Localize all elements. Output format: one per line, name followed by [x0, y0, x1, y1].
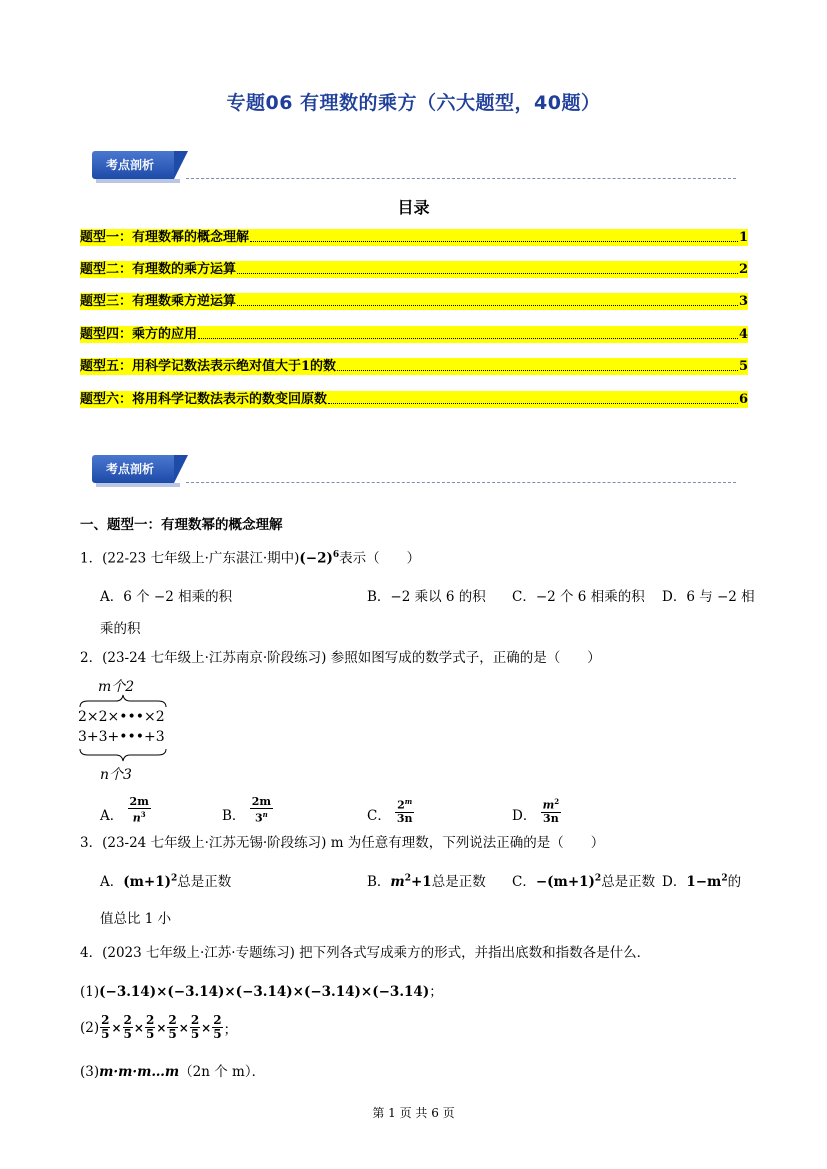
figure-row-multiply: 2×2×•••×2 [78, 709, 165, 725]
section-banner [92, 455, 182, 483]
question-4-part-2: (2) $\frac{2}{5}$ × $\frac{2}{5}$ × $\frac{2}{5}$ × $\frac{2}{5}$ × $\frac{2}{5}$ × $\frac{2}{5}$ ； [80, 1013, 238, 1041]
question-1-option-a[interactable]: A．6 个 −2 相乘的积 [100, 589, 233, 605]
times-sign: × [111, 1020, 122, 1035]
times-sign: × [133, 1020, 144, 1035]
divider [186, 178, 736, 179]
banner-label: 考点剖析 [92, 455, 174, 483]
toc-row[interactable] [80, 261, 748, 278]
fraction: $\frac{2}{5}$ [213, 1013, 222, 1041]
question-1-option-b[interactable]: B．−2 乘以 6 的积 [367, 589, 486, 605]
question-3-option-a[interactable]: A．$(m+1)^2$总是正数 [100, 873, 232, 890]
top-brace-icon [78, 694, 168, 708]
toc-row-page: 5 [738, 359, 748, 374]
toc-row-label: 题型四：乘方的应用 [80, 327, 198, 342]
page-title: 专题06 有理数的乘方（六大题型，40题） [226, 92, 601, 114]
question-1-option-d[interactable]: D．6 与 −2 相 [662, 589, 755, 605]
toc-row-label: 题型六：将用科学记数法表示的数变回原数 [80, 392, 328, 407]
fraction: $\frac{2}{5}$ [168, 1013, 177, 1041]
toc-row-page: 6 [738, 392, 748, 407]
question-3-option-d[interactable]: D．$1-m^2$的 [662, 873, 742, 890]
toc-heading: 目录 [397, 198, 430, 217]
fraction: $\frac{2}{5}$ [145, 1013, 155, 1041]
fraction: $\frac{2}{5}$ [190, 1013, 200, 1041]
toc-row[interactable] [80, 293, 748, 310]
brace-figure [78, 676, 188, 784]
toc-row[interactable] [80, 326, 748, 343]
question-2-option-b[interactable]: B． $\frac{2m}{3^n}$ [222, 795, 272, 825]
toc-row-page: 3 [738, 294, 748, 309]
question-3-option-d-cont: 值总比 1 小 [100, 911, 172, 927]
question-1-stem: 1．(22-23 七年级上·广东湛江·期中)$(-2)^6$表示（ ） [80, 550, 421, 567]
question-1-option-c[interactable]: C．−2 个 6 相乘的积 [512, 589, 645, 605]
section-heading: 一、题型一：有理数幂的概念理解 [80, 517, 283, 533]
times-sign: × [156, 1020, 167, 1035]
page-footer: 第 1 页 共 6 页 [372, 1106, 455, 1120]
banner-label: 考点剖析 [92, 151, 174, 179]
figure-top-label: m个2 [98, 679, 135, 695]
question-4-part-1: (1)(−3.14)×(−3.14)×(−3.14)×(−3.14)×(−3.14)； [80, 984, 443, 1000]
bottom-brace-icon [78, 748, 168, 762]
figure-bottom-label: n个3 [100, 767, 132, 783]
toc-row[interactable] [80, 229, 748, 246]
question-3-stem: 3．(23-24 七年级上·江苏无锡·阶段练习) m 为任意有理数，下列说法正确的是（ ） [80, 835, 605, 851]
toc-row-page: 4 [738, 327, 748, 342]
question-1-option-d-cont: 乘的积 [100, 621, 141, 637]
fraction: $\frac{2}{5}$ [101, 1013, 110, 1041]
toc-row-label: 题型三：有理数乘方逆运算 [80, 294, 237, 309]
question-4-part-3: (3)m·m·m…m（2n 个 m）． [80, 1064, 266, 1080]
question-2-option-c[interactable]: C． $\frac{2^m}{3n}$ [367, 797, 413, 825]
toc-row-page: 2 [738, 262, 748, 277]
times-sign: × [178, 1020, 189, 1035]
divider [186, 482, 736, 483]
toc-row-label: 题型一：有理数幂的概念理解 [80, 230, 250, 245]
question-2-stem: 2．(23-24 七年级上·江苏南京·阶段练习) 参照如图写成的数学式子，正确的是（ ） [80, 650, 601, 666]
toc-row-page: 1 [738, 230, 748, 245]
toc-row-label: 题型二：有理数的乘方运算 [80, 262, 237, 277]
section-banner [92, 151, 182, 179]
toc-row[interactable] [80, 358, 748, 375]
toc-row[interactable] [80, 391, 748, 408]
question-3-option-b[interactable]: B．$m^2+1$总是正数 [367, 873, 486, 890]
fraction: $\frac{2}{5}$ [123, 1013, 132, 1041]
toc-row-label: 题型五：用科学记数法表示绝对值大于1的数 [80, 359, 337, 374]
question-2-option-d[interactable]: D． $\frac{m^2}{3n}$ [512, 797, 560, 825]
question-2-option-a[interactable]: A． $\frac{2m}{n^3}$ [100, 795, 149, 825]
times-sign: × [201, 1020, 212, 1035]
question-3-option-c[interactable]: C．$-(m+1)^2$总是正数 [512, 873, 656, 890]
figure-row-add: 3+3+•••+3 [78, 729, 165, 745]
question-4-stem: 4．(2023 七年级上·江苏·专题练习) 把下列各式写成乘方的形式，并指出底数和指数各是什么． [80, 945, 651, 961]
